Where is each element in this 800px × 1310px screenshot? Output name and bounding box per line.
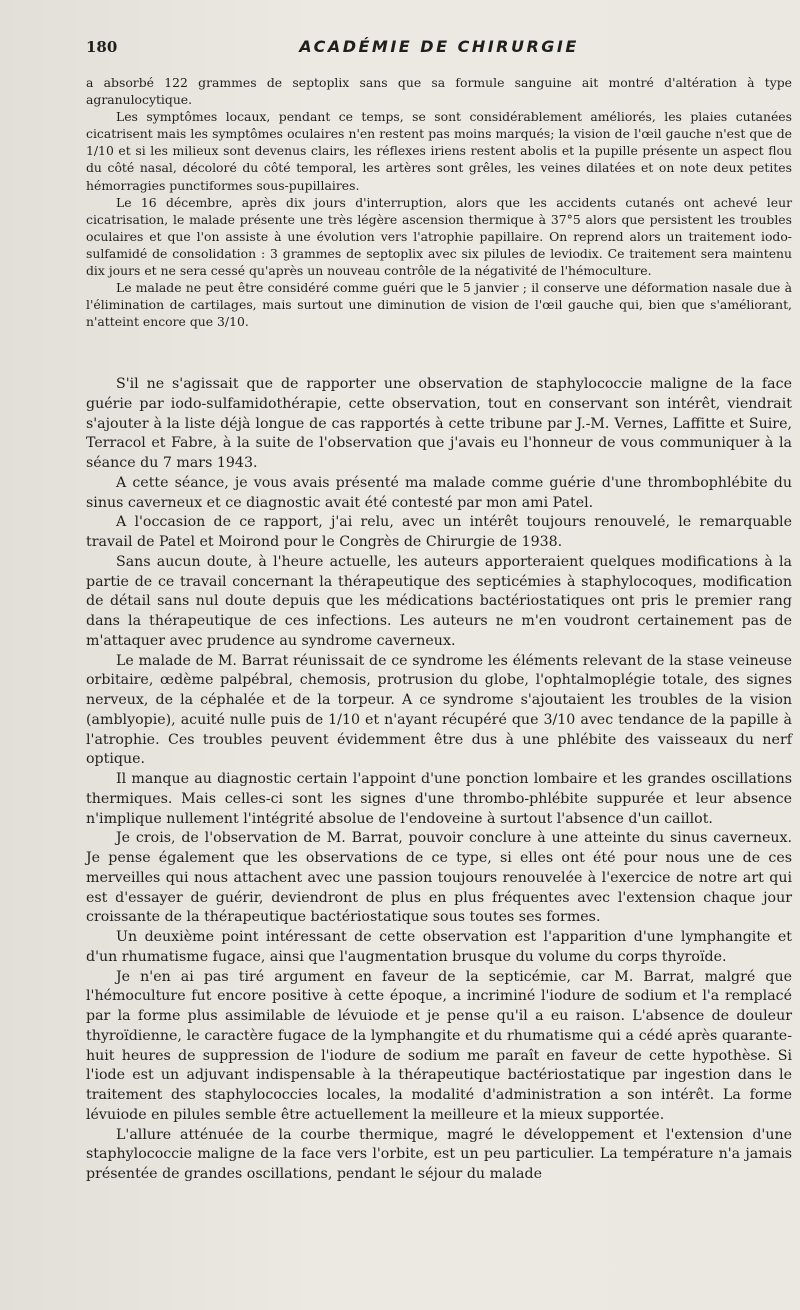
case-report-section bbox=[86, 74, 792, 330]
commentary-paragraph: A cette séance, je vous avais présenté ma malade comme guérie d'une thrombophlébite du sinus caverneux et ce diagnostic avait été contesté par mon ami Patel. bbox=[86, 474, 792, 511]
commentary-paragraph: L'allure atténuée de la courbe thermique, magré le développement et l'extension d'une staphylococcie maligne de la face vers l'orbite, est un peu particulier. La température n'a jamais présentée de grandes oscillations, pendant le séjour du malade bbox=[86, 1126, 792, 1182]
commentary-paragraph: Je n'en ai pas tiré argument en faveur de la septicémie, car M. Barrat, malgré que l'hémoculture fut encore positive à cette époque, a incriminé l'iodure de sodium et l'a remplacé par la forme plus assimilable de lévuiode et je pense qu'il a eu raison. L'absence de douleur thyroïdienne, le caractère fugace de la lymphangite et du rhumatisme qui a cédé après quarante-huit heures de suppression de l'iodure de sodium me paraît en faveur de cette hypothèse. Si l'iode est un adjuvant indispensable à la thérapeutique bactériostatique par ingestion dans le traitement des staphylococcies locales, la modalité d'administration a son intérêt. La forme lévuiode en pilules semble être actuellement la meilleure et la mieux supportée. bbox=[86, 968, 792, 1123]
report-paragraph: a absorbé 122 grammes de septoplix sans que sa formule sanguine ait montré d'altération à type agranulocytique. bbox=[86, 75, 792, 108]
report-paragraph: Le 16 décembre, après dix jours d'interruption, alors que les accidents cutanés ont achevé leur cicatrisation, le malade présente une très légère ascension thermique à 37°5 alors que persistent les troubles oculaires et que l'on assiste à une évolution vers l'atrophie papillaire. On reprend alors un traitement iodo-sulfamidé de consolidation : 3 grammes de septoplix avec six pilules de leviodix. Ce traitement sera maintenu dix jours et ne sera cessé qu'après un nouveau contrôle de la négativité de l'hémoculture. bbox=[86, 194, 792, 279]
commentary-paragraph: A l'occasion de ce rapport, j'ai relu, avec un intérêt toujours renouvelé, le remarquable travail de Patel et Moirond pour le Congrès de Chirurgie de 1938. bbox=[86, 514, 792, 550]
page-number: 180 bbox=[86, 38, 118, 56]
commentary-paragraph: Le malade de M. Barrat réunissait de ce syndrome les éléments relevant de la stase veineuse orbitaire, œdème palpébral, chemosis, protrusion du globe, l'ophtalmoplégie totale, des signes nerveux, de la céphalée et de la torpeur. A ce syndrome s'ajoutaient les troubles de la vision (amblyopie), acuité nulle puis de 1/10 et n'ayant récupéré que 3/10 avec tendance de la papille à l'atrophie. Ces troubles peuvent évidemment être dus à une phlébite des vaisseaux du nerf optique. bbox=[86, 652, 792, 768]
commentary-section bbox=[86, 375, 792, 1185]
commentary-paragraph: Un deuxième point intéressant de cette observation est l'apparition d'une lymphangite et d'un rhumatisme fugace, ainsi que l'augmentation brusque du volume du corps thyroïde. bbox=[86, 929, 792, 965]
commentary-paragraph: Je crois, de l'observation de M. Barrat, pouvoir conclure à une atteinte du sinus caverneux. Je pense également que les observations de ce type, si elles ont été pour nous une de ces merveilles qui nous attachent avec une passion toujours renouvelée à l'exercice de notre art qui est d'essayer de guérir, deviendront de plus en plus fréquentes avec l'extension chaque jour croissante de la thérapeutique bactériostatique sous toutes ses formes. bbox=[86, 830, 792, 926]
running-title: ACADÉMIE DE CHIRURGIE bbox=[299, 37, 579, 56]
commentary-paragraph: S'il ne s'agissait que de rapporter une observation de staphylococcie maligne de la face guérie par iodo-sulfamidothérapie, cette observation, tout en conservant son intérêt, viendrait s'ajouter à la liste déjà longue de cas rapportés à cette tribune par J.-M. Vernes, Laffitte et Suire, Terracol et Fabre, à la suite de l'observation que j'avais eu l'honneur de vous communiquer à la séance du 7 mars 1943. bbox=[86, 376, 792, 471]
page-header bbox=[86, 38, 792, 62]
commentary-paragraph: Sans aucun doute, à l'heure actuelle, les auteurs apporteraient quelques modifications à la partie de ce travail concernant la thérapeutique des septicémies à staphylocoques, modification de détail sans nul doute depuis que les médications bactériostatiques ont pris le premier rang dans la thérapeutique de ces infections. Les auteurs ne m'en voudront certainement pas de m'attaquer avec prudence au syndrome caverneux. bbox=[86, 553, 792, 649]
report-paragraph: Les symptômes locaux, pendant ce temps, se sont considérablement améliorés, les plaies cutanées cicatrisent mais les symptômes oculaires n'en restent pas moins marqués; la vision de l'œil gauche n'est que de 1/10 et si les milieux sont devenus clairs, les réflexes iriens restent abolis et la pupille présente un aspect flou du côté nasal, décoloré du côté temporal, les artères sont grêles, les veines dilatées et on note deux petites hémorragies punctiformes sous-pupillaires. bbox=[86, 109, 792, 193]
commentary-paragraph: Il manque au diagnostic certain l'appoint d'une ponction lombaire et les grandes oscillations thermiques. Mais celles-ci sont les signes d'une thrombo-phlébite suppurée et leur absence n'implique nullement l'intégrité absolue de l'endoveine à surtout l'absence d'un caillot. bbox=[86, 771, 792, 827]
report-paragraph: Le malade ne peut être considéré comme guéri que le 5 janvier ; il conserve une déformation nasale due à l'élimination de cartilages, mais surtout une diminution de vision de l'œil gauche qui, bien que s'améliorant, n'atteint encore que 3/10. bbox=[86, 280, 792, 330]
